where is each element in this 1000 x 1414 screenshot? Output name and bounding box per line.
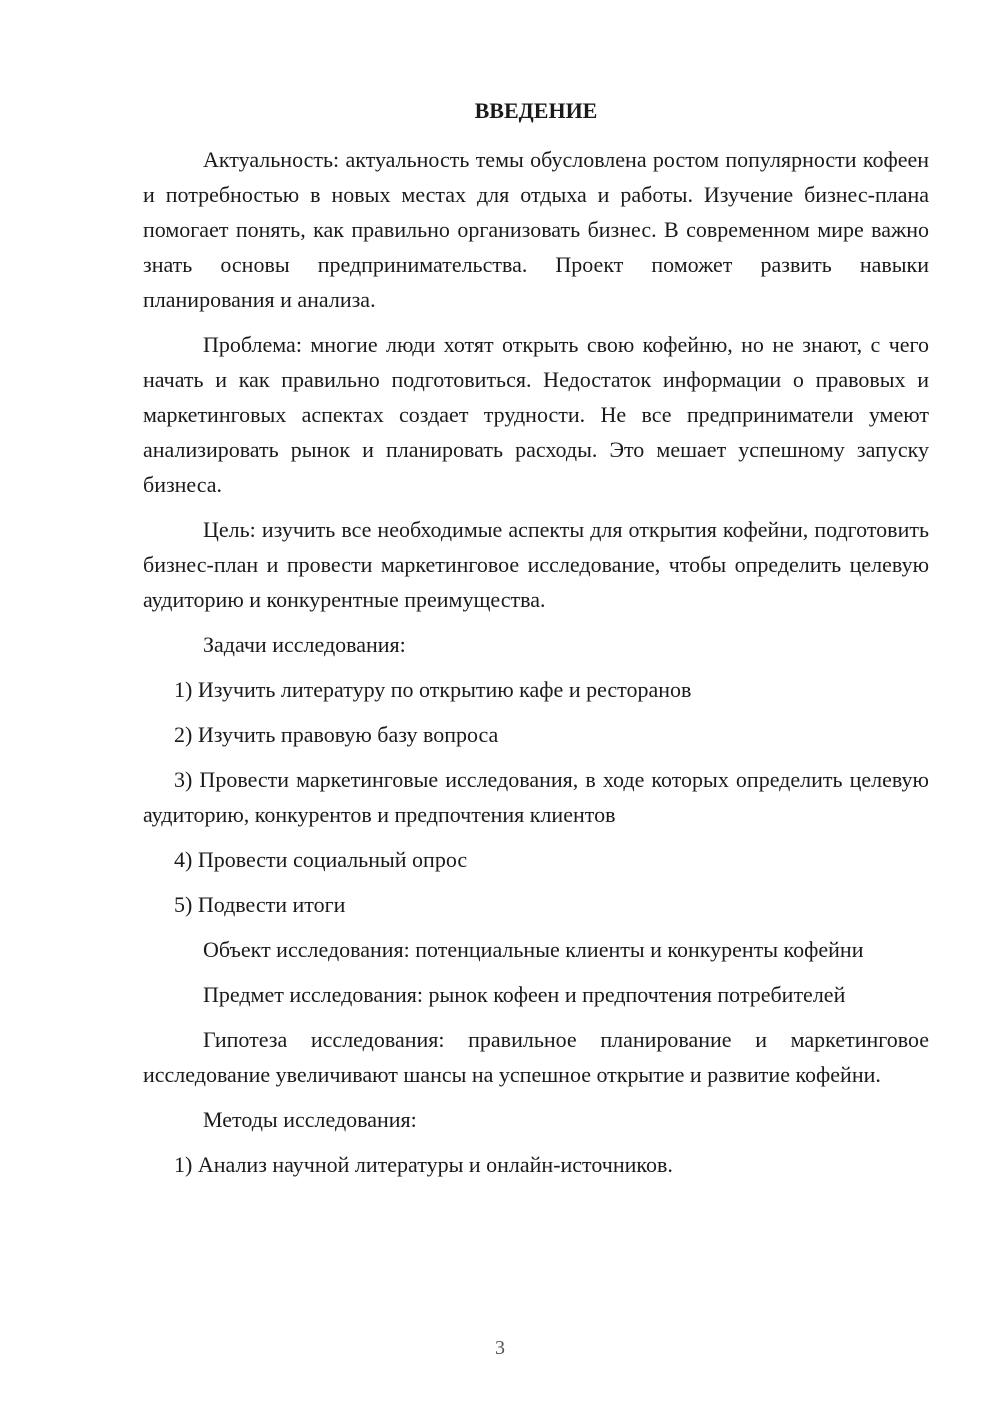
object-paragraph: Объект исследования: потенциальные клиенты и конкуренты кофейни: [203, 937, 864, 962]
document-page: [143, 95, 929, 1192]
tasks-heading: Задачи исследования:: [203, 632, 406, 657]
task-item-3: 3) Провести маркетинговые исследования, в ходе которых определить целевую аудиторию, конкурентов и предпочтения клиентов: [143, 767, 929, 827]
task-item-1: 1) Изучить литературу по открытию кафе и ресторанов: [174, 677, 692, 702]
relevance-paragraph: Актуальность: актуальность темы обусловлена ростом популярности кофеен и потребностью в новых местах для отдыха и работы. Изучение бизнес-плана помогает понять, как правильно организовать бизнес. В современном мире важно знать основы предпринимательства. Проект поможет развить навыки планирования и анализа.: [143, 147, 929, 312]
page-number: 3: [495, 1337, 505, 1359]
subject-paragraph: Предмет исследования: рынок кофеен и предпочтения потребителей: [203, 982, 846, 1007]
document-title: ВВЕДЕНИЕ: [474, 98, 598, 123]
task-item-5: 5) Подвести итоги: [174, 892, 346, 917]
task-item-4: 4) Провести социальный опрос: [174, 847, 468, 872]
method-item-1: 1) Анализ научной литературы и онлайн-источников.: [174, 1152, 673, 1177]
problem-paragraph: Проблема: многие люди хотят открыть свою кофейню, но не знают, с чего начать и как правильно подготовиться. Недостаток информации о правовых и маркетинговых аспектах создает трудности. Не все предприниматели умеют анализировать рынок и планировать расходы. Это мешает успешному запуску бизнеса.: [143, 332, 929, 497]
hypothesis-paragraph: Гипотеза исследования: правильное планирование и маркетинговое исследование увеличивают шансы на успешное открытие и развитие кофейни.: [143, 1027, 929, 1087]
task-item-2: 2) Изучить правовую базу вопроса: [174, 722, 499, 747]
goal-paragraph: Цель: изучить все необходимые аспекты для открытия кофейни, подготовить бизнес-план и провести маркетинговое исследование, чтобы определить целевую аудиторию и конкурентные преимущества.: [143, 517, 929, 612]
methods-heading: Методы исследования:: [203, 1107, 417, 1132]
